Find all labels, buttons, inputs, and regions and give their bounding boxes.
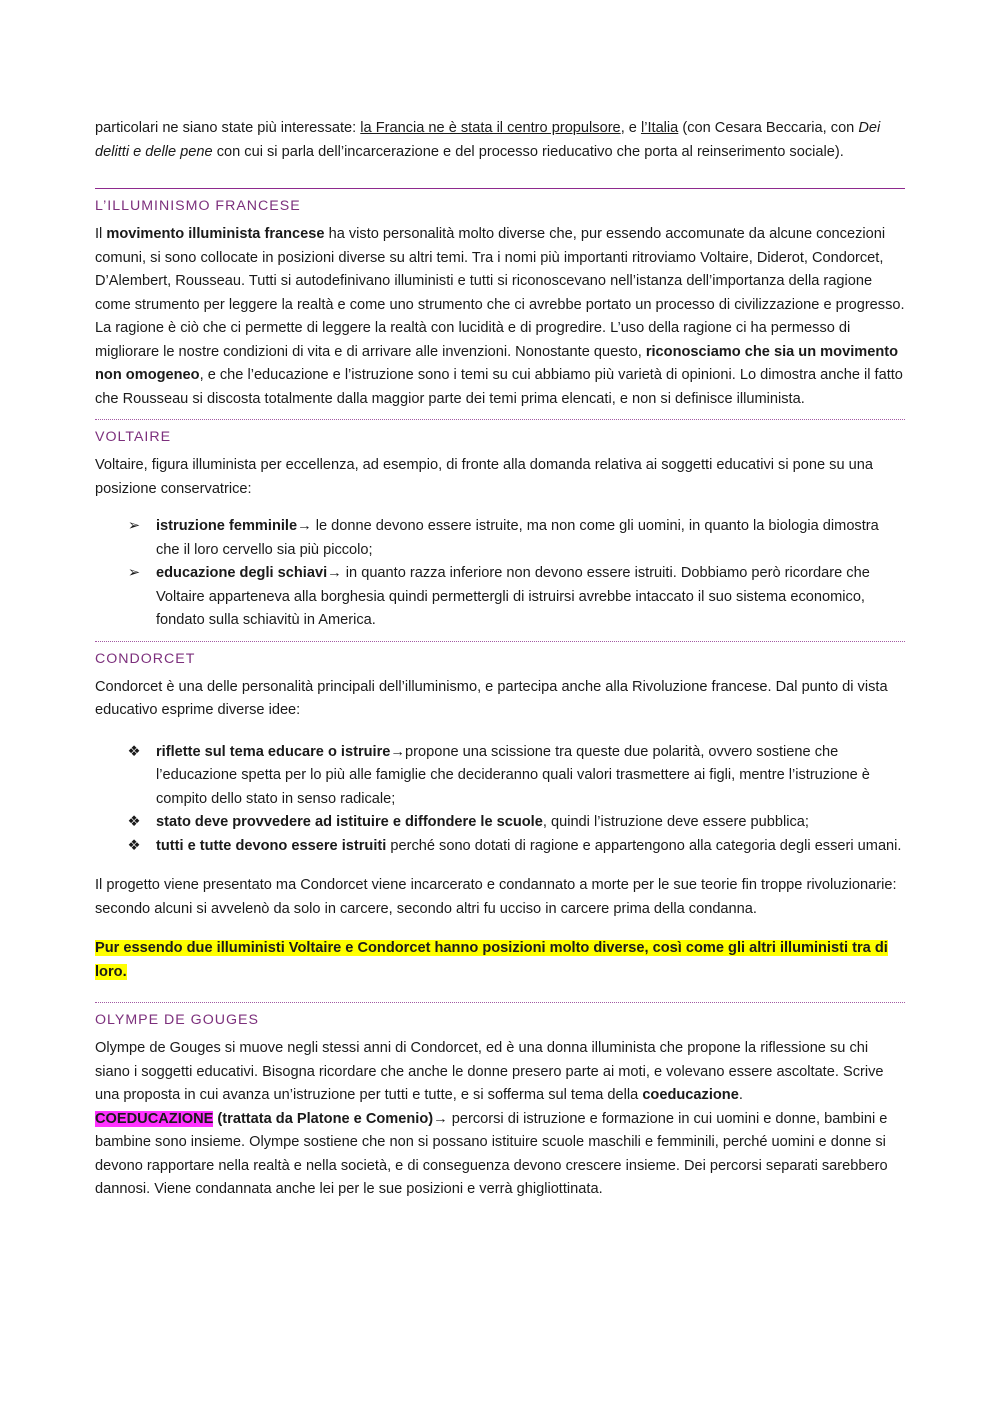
bold-text: (trattata da Platone e Comenio) (213, 1110, 434, 1127)
spacer (95, 921, 905, 937)
bold-text: coeducazione (642, 1087, 739, 1103)
illuminismo-paragraph (95, 223, 905, 411)
intro-underlined-francia: la Francia ne è stata il centro propulsore (360, 120, 621, 136)
intro-text: particolari ne siano state più interessate: (95, 120, 361, 136)
diamond-bullet-icon: ❖ (127, 837, 141, 854)
spacer (95, 858, 905, 874)
condorcet-outro: Il progetto viene presentato ma Condorcet viene incarcerato e condannato a morte per le sue teorie fin troppe rivoluzionarie: secondo alcuni si avvelenò da solo in carcere, secondo altri fu ucciso in carcere prima della condanna. (95, 877, 897, 917)
intro-text: , e (620, 120, 641, 136)
heading-illuminismo-francese: L’ILLUMINISMO FRANCESE (95, 198, 301, 214)
text: , e che l’educazione e l’istruzione sono i temi su cui abbiamo più varietà di opinioni. Lo dimostra anche il fatto che Rousseau si discosta totalmente dalla maggior parte dei temi prima elencati, e non si definisce illuminista. (95, 367, 903, 407)
bold-text: riconosciamo che sia un movimento non omogeneo (95, 343, 899, 383)
right-arrow-icon: → (327, 565, 342, 581)
item-text: in quanto razza inferiore non devono essere istruiti. Dobbiamo però ricordare che Voltaire apparteneva alla borghesia quindi permettergli di istruirsi avrebbe intaccato il suo sistema economico, fondato sulla schiavitù in America. (156, 565, 870, 628)
highlighted-summary (95, 937, 905, 984)
right-arrow-icon: → (433, 1110, 448, 1127)
bold-text: movimento illuminista francese (106, 226, 325, 242)
diamond-bullet-icon: ❖ (127, 743, 141, 760)
text: percorsi di istruzione e formazione in cui uomini e donne, bambini e bambine sono insieme. Olympe sostiene che non si possano istituire scuole maschili e femminili, perché uomini e donne si devono rapportare nella realtà e nella società, e di conseguenza devono crescere insieme. Dei percorsi separati sarebbero dannosi. Viene condannata anche lei per le sue posizioni e verrà ghigliottinata. (95, 1110, 888, 1197)
list-item (95, 811, 905, 835)
bold-text: tutti e tutte devono essere istruiti (156, 837, 387, 854)
text: . (738, 1087, 743, 1103)
bold-text: stato deve provvedere ad istituire e diffondere le scuole (156, 814, 543, 830)
right-arrow-icon: → (390, 743, 405, 760)
list-item (95, 515, 905, 562)
intro-italic-title: Dei delitti e delle pene (95, 120, 881, 160)
gouges-paragraph (95, 1037, 905, 1202)
condorcet-intro: Condorcet è una delle personalità principali dell’illuminismo, e partecipa anche alla Rivoluzione francese. Dal punto di vista educativo esprime diverse idee: (95, 678, 888, 718)
section-divider-dotted (95, 419, 905, 420)
intro-text: (con Cesara Beccaria, con (678, 120, 859, 136)
section-divider-dotted (95, 1002, 905, 1003)
list-item (95, 562, 905, 633)
condorcet-list (95, 741, 905, 859)
section-divider (95, 188, 905, 189)
item-text: le donne devono essere istruite, ma non come gli uomini, in quanto la biologia dimostra che il loro cervello sia più piccolo; (156, 518, 879, 558)
voltaire-intro: Voltaire, figura illuminista per eccellenza, ad esempio, di fronte alla domanda relativa ai soggetti educativi si pone su una posizione conservatrice: (95, 457, 873, 497)
magenta-highlight-text: COEDUCAZIONE (95, 1110, 214, 1127)
voltaire-list (95, 515, 905, 633)
bold-text: educazione degli schiavi (156, 565, 328, 581)
intro-underlined-italia: l’Italia (640, 120, 679, 136)
text: ha visto personalità molto diverse che, pur essendo accomunate da alcune concezioni comuni, si sono collocate in posizioni diverse su altri temi. Tra i nomi più importanti ritroviamo Voltaire, Diderot, Condorcet, D’Alembert, Rousseau. Tutti si autodefinivano illuministi e tutti si riconoscevano nell’istanza dell’importanza della ragione come strumento per leggere la realtà e come uno strumento che ci avrebbe portato un processo di civilizzazione e progresso. La ragione è ciò che ci permette di leggere la realtà con lucidità e di progredire. L’uso della ragione ci ha permesso di migliorare le nostre condizioni di vita e di arrivare alle invenzioni. Nonostante questo, (95, 226, 905, 360)
list-item (95, 835, 905, 859)
text: Olympe de Gouges si muove negli stessi anni di Condorcet, ed è una donna illuminista che propone la riflessione su chi siano i soggetti educativi. Bisogna ricordare che anche le donne presero parte ai moti, e volevano essere ascoltate. Scrive una proposta in cui avanza un’istruzione per tutti e tutte, e si sofferma sul tema della (95, 1040, 884, 1103)
heading-condorcet: CONDORCET (95, 650, 196, 667)
intro-text: con cui si parla dell’incarcerazione e del processo rieducativo che porta al reinserimento sociale). (212, 143, 844, 160)
diamond-bullet-icon: ❖ (127, 814, 141, 830)
bold-text: riflette sul tema educare o istruire (156, 743, 391, 760)
arrowhead-bullet-icon: ➢ (127, 518, 141, 534)
section-divider-dotted (95, 641, 905, 642)
right-arrow-icon: → (297, 518, 312, 534)
heading-voltaire: VOLTAIRE (95, 429, 172, 445)
arrowhead-bullet-icon: ➢ (127, 565, 141, 581)
item-text: , quindi l’istruzione deve essere pubblica; (542, 814, 809, 830)
page-content (95, 117, 905, 1202)
list-item (95, 741, 905, 812)
item-text: propone una scissione tra queste due polarità, ovvero sostiene che l’educazione spetta per lo più alle famiglie che decideranno quali valori trasmettere ai figli, mentre l’istruzione è compito dello stato in senso radicale; (156, 743, 870, 807)
text: Il (95, 226, 107, 242)
heading-olympe-de-gouges: OLYMPE DE GOUGES (95, 1012, 259, 1028)
intro-paragraph (95, 117, 905, 164)
item-text: perché sono dotati di ragione e appartengono alla categoria degli esseri umani. (386, 837, 902, 854)
bold-text: istruzione femminile (156, 518, 298, 534)
yellow-highlight-text: Pur essendo due illuministi Voltaire e Condorcet hanno posizioni molto diverse, così come gli altri illuministi tra di loro. (95, 940, 888, 980)
